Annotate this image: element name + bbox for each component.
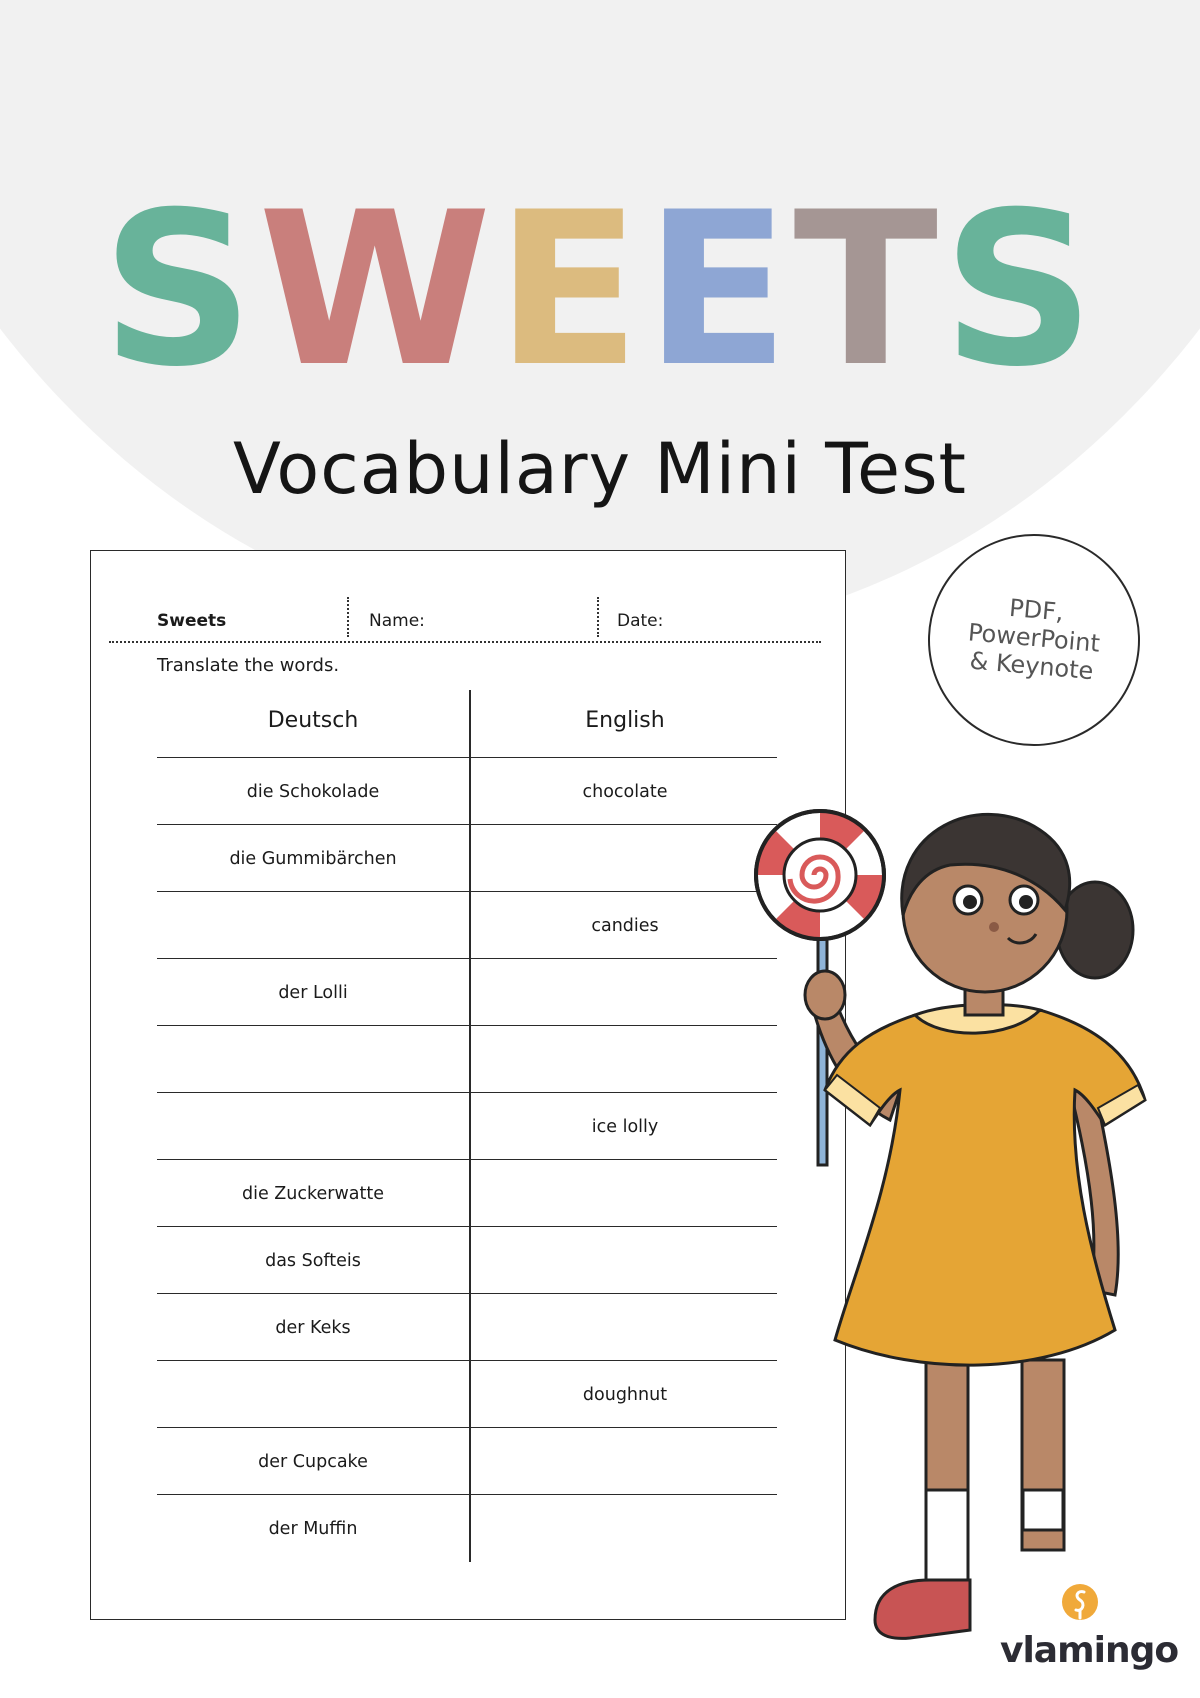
- worksheet-preview: [90, 550, 846, 1620]
- cell-deutsch: die Schokolade: [246, 782, 380, 802]
- table-row: [157, 757, 777, 825]
- title-letter: T: [793, 166, 943, 413]
- badge-line: PDF,: [1008, 593, 1065, 627]
- title-letter: S: [942, 166, 1099, 413]
- cell-deutsch: der Muffin: [268, 1519, 358, 1539]
- table-row: [157, 1159, 777, 1227]
- cell-english: doughnut: [582, 1385, 668, 1405]
- name-label: Name:: [369, 611, 425, 631]
- cell-deutsch: die Zuckerwatte: [242, 1184, 384, 1204]
- vlamingo-logo: [1000, 1580, 1179, 1680]
- girl-with-lollipop-illustration: [740, 790, 1180, 1670]
- title-letter: W: [257, 166, 496, 413]
- nose: [989, 922, 999, 932]
- cell-deutsch: das Softeis: [265, 1251, 361, 1271]
- table-row: [157, 958, 777, 1026]
- table-header: [157, 690, 777, 757]
- header-english: English: [585, 708, 665, 733]
- instruction-text: Translate the words.: [157, 655, 340, 676]
- worksheet-topic: Sweets: [157, 611, 227, 631]
- cell-deutsch: der Lolli: [278, 983, 348, 1003]
- cell-english: chocolate: [582, 782, 668, 802]
- title-letter: S: [101, 166, 258, 413]
- hand: [805, 971, 845, 1019]
- table-row: [157, 1025, 777, 1093]
- title-letter: E: [495, 166, 645, 413]
- divider: [597, 597, 599, 637]
- lollipop-icon: [756, 811, 884, 939]
- table-row: [157, 1293, 777, 1361]
- date-label: Date:: [617, 611, 664, 631]
- title-letter: E: [644, 166, 794, 413]
- table-row: [157, 891, 777, 959]
- brand-name: vlamingo: [1000, 1630, 1179, 1671]
- table-row: [157, 1226, 777, 1294]
- shoe: [875, 1580, 970, 1638]
- sock: [926, 1490, 968, 1580]
- table-row: [157, 1092, 777, 1160]
- badge-text: [927, 587, 1142, 689]
- flamingo-icon: [1000, 1580, 1160, 1630]
- cell-deutsch: der Keks: [275, 1318, 351, 1338]
- cell-deutsch: der Cupcake: [258, 1452, 368, 1472]
- cell-english: candies: [591, 916, 659, 936]
- table-row: [157, 1360, 777, 1428]
- worksheet-header: [109, 575, 821, 643]
- sock: [1023, 1490, 1063, 1530]
- cell-deutsch: die Gummibärchen: [229, 849, 397, 869]
- page-title: [0, 166, 1200, 413]
- format-badge: [928, 534, 1140, 746]
- page-subtitle: Vocabulary Mini Test: [232, 428, 967, 510]
- header-deutsch: Deutsch: [267, 708, 359, 733]
- table-row: [157, 1494, 777, 1562]
- badge-line: & Keynote: [968, 646, 1095, 686]
- table-row: [157, 1427, 777, 1495]
- cell-english: ice lolly: [591, 1117, 659, 1137]
- badge-line: PowerPoint: [966, 618, 1102, 658]
- divider: [347, 597, 349, 637]
- table-row: [157, 824, 777, 892]
